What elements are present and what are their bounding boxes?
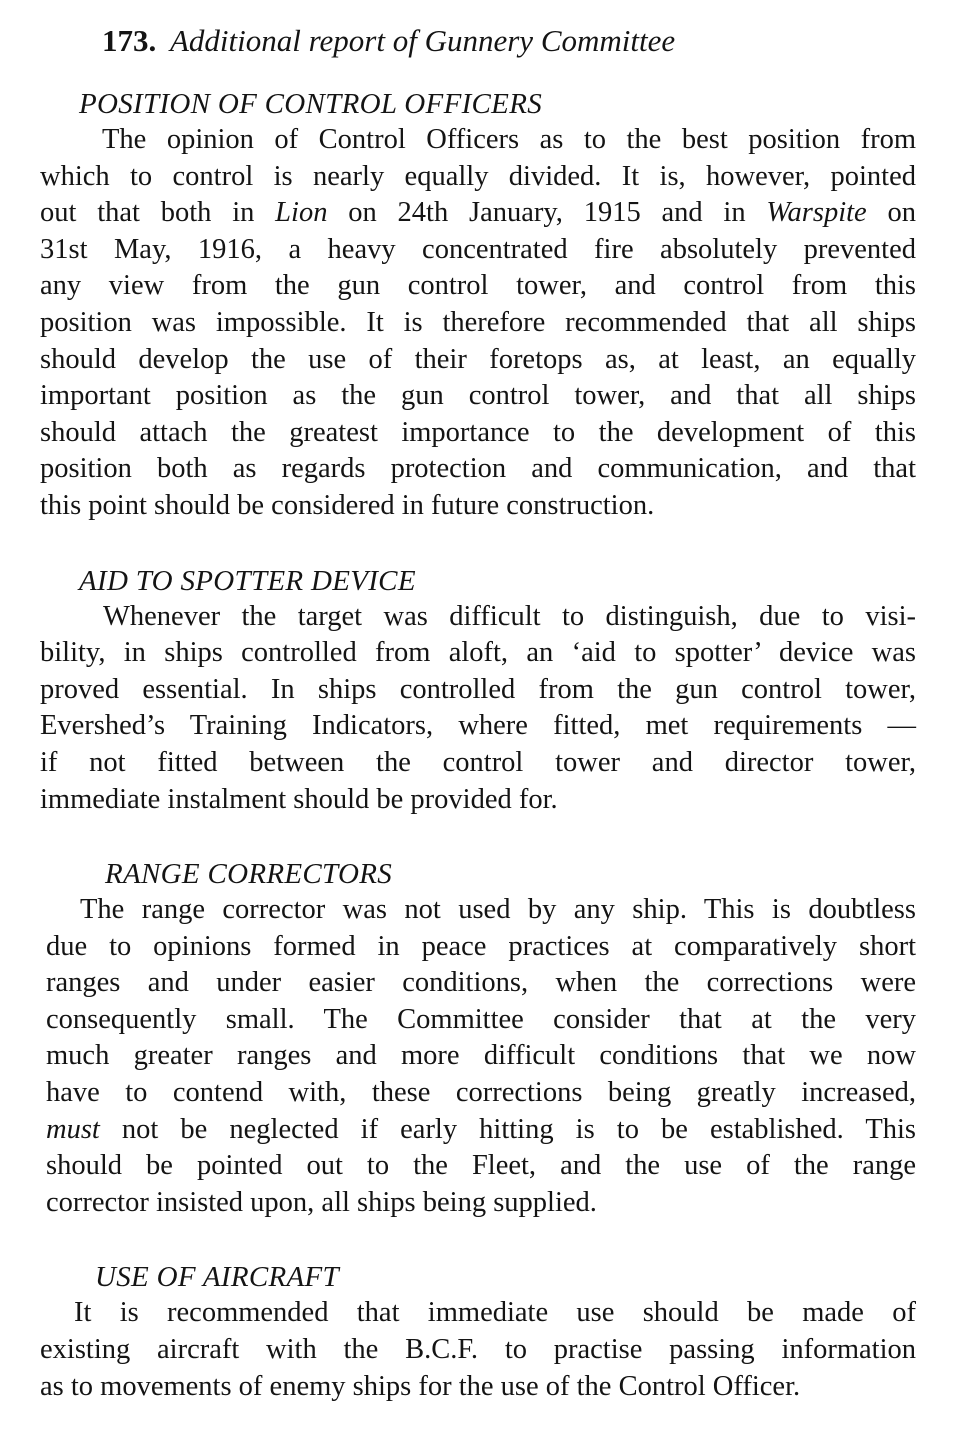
text-line: position both as regards protection and communication, and that xyxy=(40,453,916,485)
text-line: existing aircraft with the B.C.F. to practise passing information xyxy=(40,1334,916,1366)
text-line: this point should be considered in future construction. xyxy=(40,489,655,521)
document-number: 173. xyxy=(102,23,157,58)
text-line: immediate instalment should be provided for. xyxy=(40,783,558,815)
text-line: much greater ranges and more difficult conditions that we now xyxy=(46,1040,916,1072)
section-title: POSITION OF CONTROL OFFICERS xyxy=(79,88,543,120)
italic-ship-name: Lion xyxy=(275,197,328,229)
section-title: RANGE CORRECTORS xyxy=(105,858,393,891)
text-line: should attach the greatest importance to the development of this xyxy=(40,416,916,448)
text-line: Whenever the target was difficult to distinguish, due to visi- xyxy=(103,600,916,632)
document-title: Additional report of Gunnery Committee xyxy=(170,23,676,58)
text-line: It is recommended that immediate use should be made of xyxy=(74,1297,916,1329)
text-line: which to control is nearly equally divided. It is, however, pointed xyxy=(40,160,916,192)
section-range-correctors xyxy=(40,856,916,1221)
text-line: The opinion of Control Officers as to the best position from xyxy=(102,124,916,155)
text-line: as to movements of enemy ships for the use of the Control Officer. xyxy=(40,1370,801,1402)
text-line: out that both in Lion on 24th January, 1915 and in Warspite on xyxy=(40,197,916,229)
italic-ship-name: must xyxy=(46,1113,100,1145)
section-title: AID TO SPOTTER DEVICE xyxy=(79,564,416,597)
text-line: Evershed’s Training Indicators, where fitted, met requirements — xyxy=(40,710,916,742)
text-line: ranges and under easier conditions, when the corrections were xyxy=(46,967,916,999)
text-line: proved essential. In ships controlled from the gun control tower, xyxy=(40,673,916,705)
section-use-of-aircraft xyxy=(40,1259,916,1405)
text-line: consequently small. The Committee consider that at the very xyxy=(46,1003,916,1035)
section-title: USE OF AIRCRAFT xyxy=(95,1261,339,1294)
text-line: due to opinions formed in peace practices at comparatively short xyxy=(46,930,916,962)
text-line: position was impossible. It is therefore recommended that all ships xyxy=(40,306,916,338)
text-line: should develop the use of their foretops as, at least, an equally xyxy=(40,343,916,375)
section-body xyxy=(40,1295,916,1405)
text-line: have to contend with, these corrections being greatly increased, xyxy=(46,1077,916,1109)
text-line: bility, in ships controlled from aloft, an ‘aid to spotter’ device was xyxy=(40,637,916,669)
document-page xyxy=(40,20,916,1405)
section-aid-to-spotter-device xyxy=(40,563,916,819)
text-line: important position as the gun control tower, and that all ships xyxy=(40,380,916,412)
section-body xyxy=(40,599,916,819)
text-line: corrector insisted upon, all ships being supplied. xyxy=(46,1186,597,1218)
text-line: should be pointed out to the Fleet, and the use of the range xyxy=(46,1150,916,1182)
italic-ship-name: Warspite xyxy=(766,197,867,229)
text-line: any view from the gun control tower, and control from this xyxy=(40,270,916,302)
section-body xyxy=(40,892,916,1221)
text-line: 31st May, 1916, a heavy concentrated fire absolutely prevented xyxy=(40,233,916,265)
text-line: must not be neglected if early hitting is to be established. This xyxy=(46,1113,916,1145)
section-position-of-control-officers xyxy=(40,86,916,525)
page-heading xyxy=(102,20,916,62)
text-line: The range corrector was not used by any ship. This is doubtless xyxy=(80,894,916,926)
text-line: if not fitted between the control tower and director tower, xyxy=(40,746,916,778)
section-body xyxy=(40,122,916,525)
